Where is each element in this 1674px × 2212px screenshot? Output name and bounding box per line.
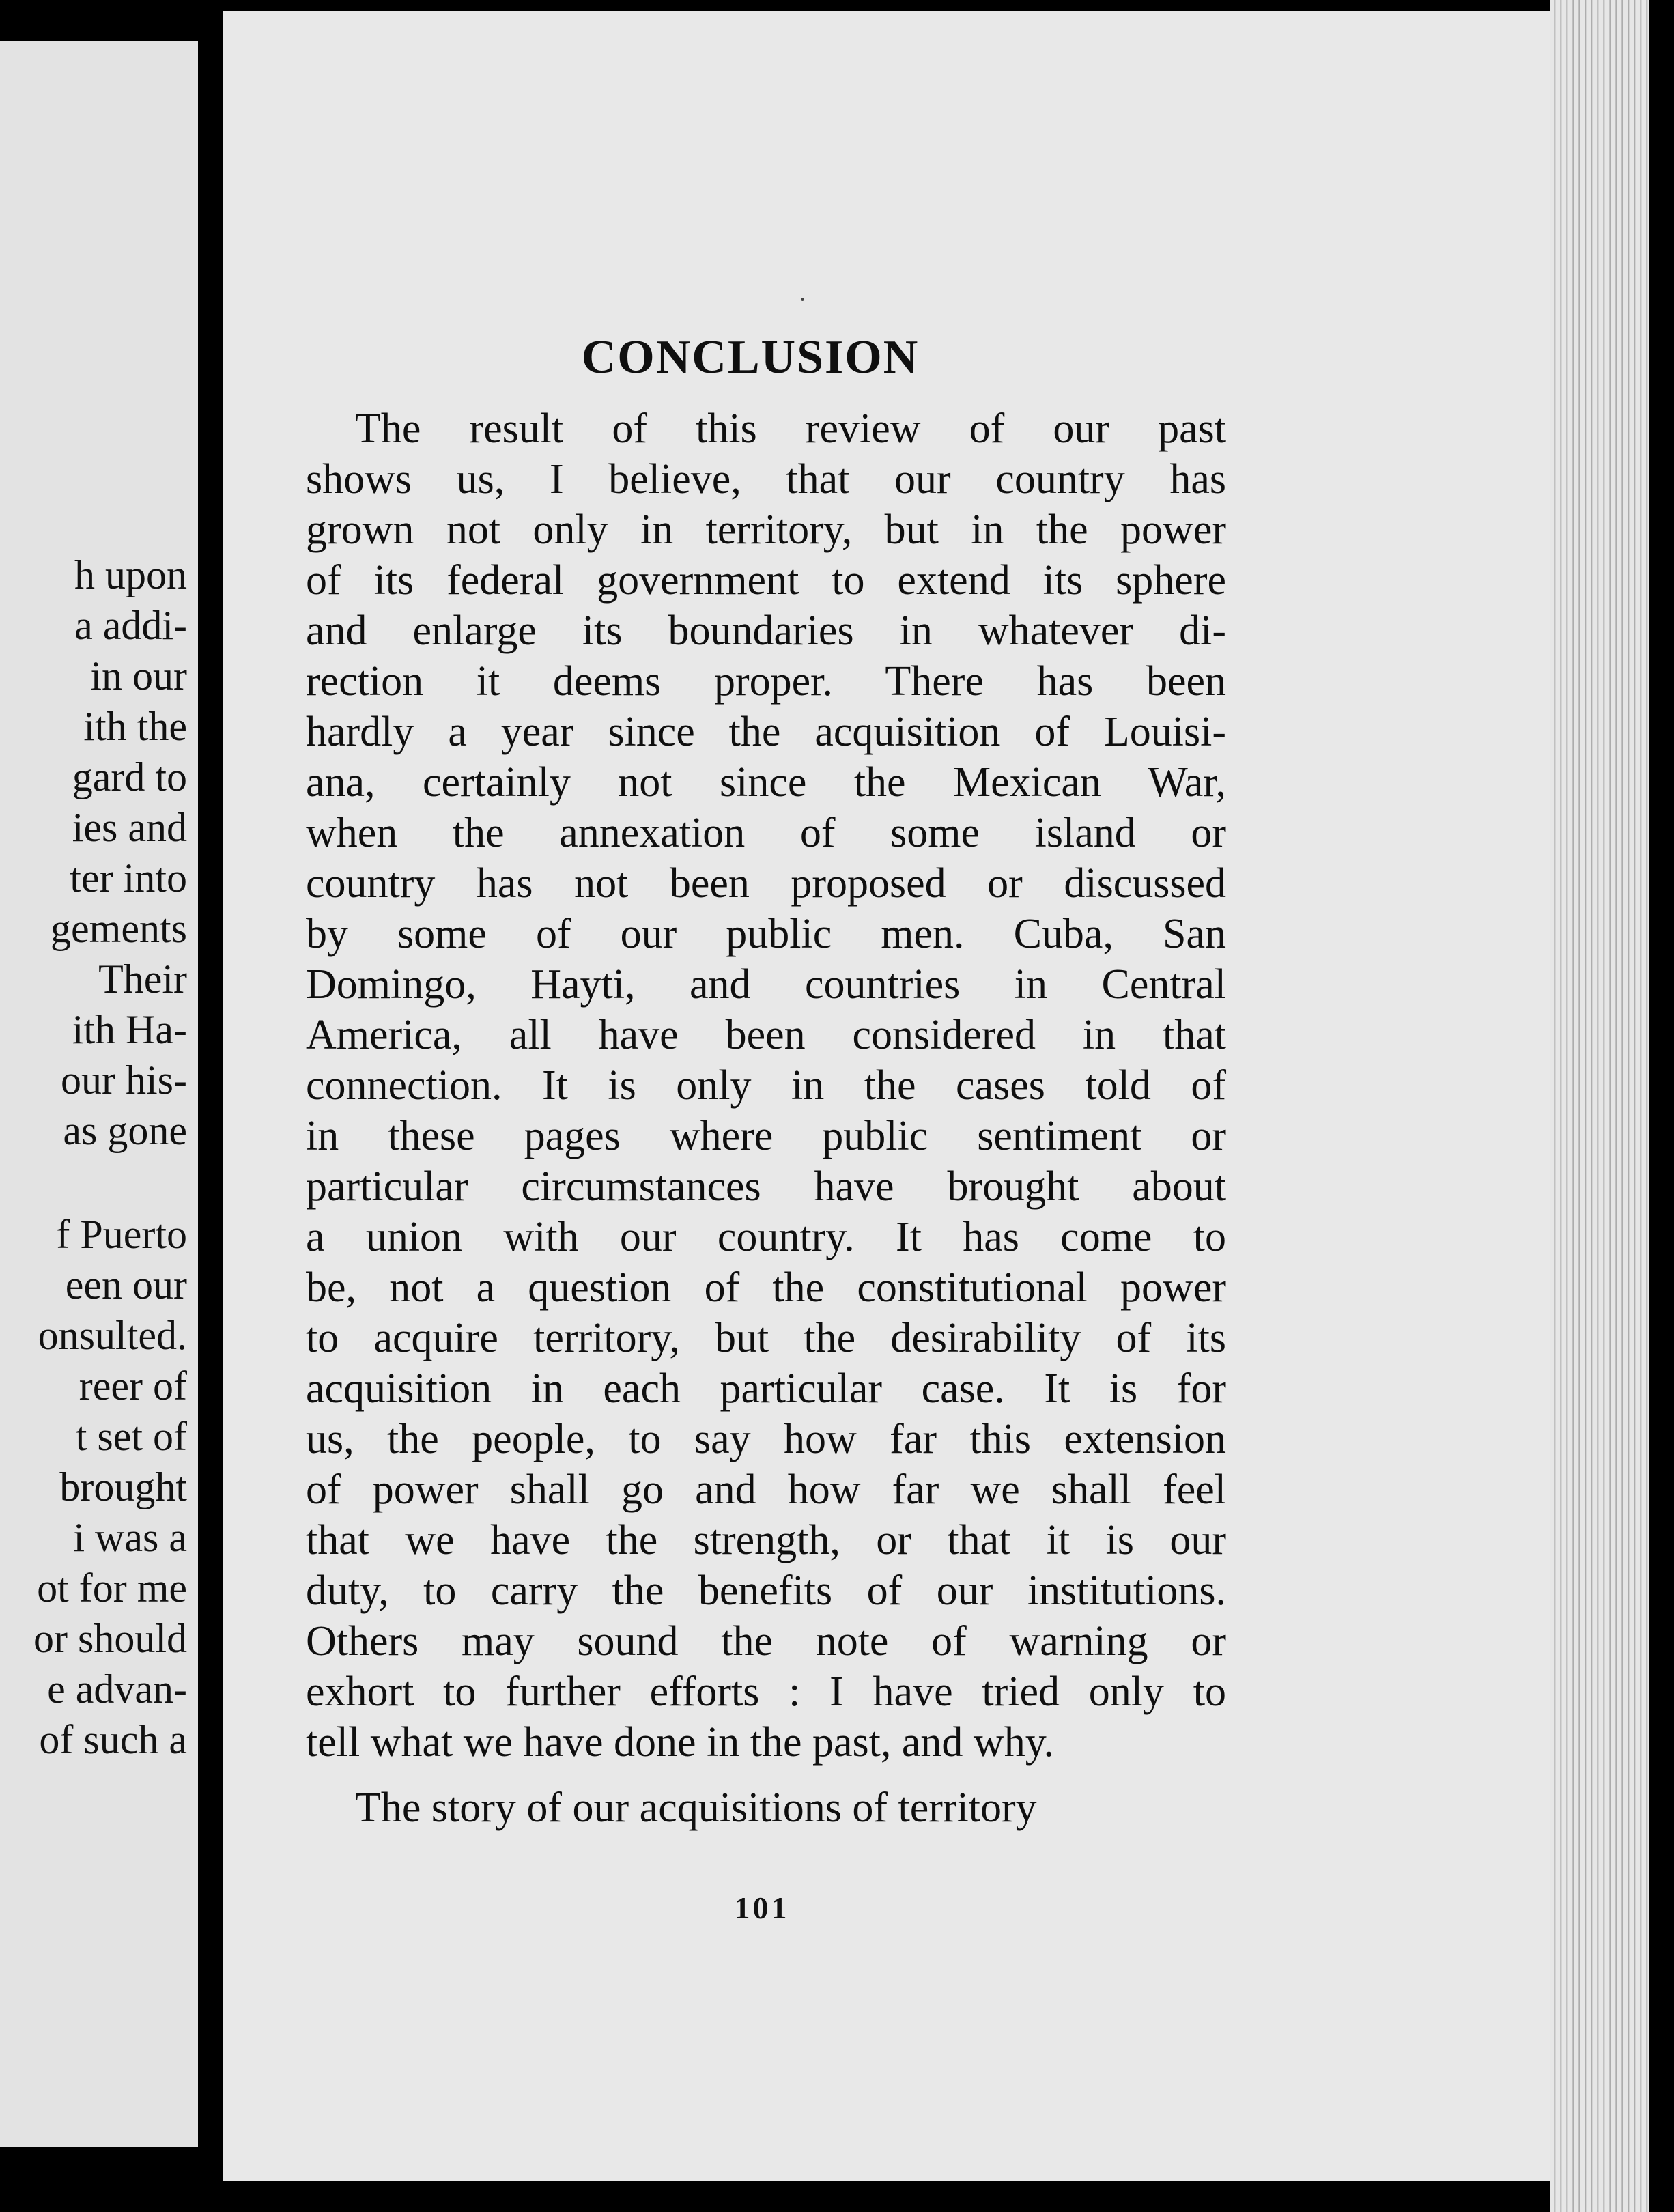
body-text-line: in these pages where public sentiment or <box>306 1113 1226 1159</box>
left-page-line: as gone <box>63 1108 187 1153</box>
left-page-line: t set of <box>75 1414 187 1459</box>
body-text-line: duty, to carry the benefits of our institutions. <box>306 1568 1226 1614</box>
body-text-line: grown not only in territory, but in the power <box>306 507 1226 553</box>
page-number: 101 <box>734 1890 790 1925</box>
body-text-line: that we have the strength, or that it is our <box>306 1517 1226 1563</box>
scan-border <box>1649 0 1674 2212</box>
body-text-line: hardly a year since the acquisition of Louisi- <box>306 709 1226 755</box>
body-text-line: to acquire territory, but the desirability of its <box>306 1315 1226 1361</box>
body-text-line: a union with our country. It has come to <box>306 1214 1226 1260</box>
body-text-line: The story of our acquisitions of territory <box>355 1785 1037 1831</box>
body-text-line: rection it deems proper. There has been <box>306 658 1226 705</box>
body-text-line: connection. It is only in the cases told of <box>306 1062 1226 1109</box>
body-text-line: country has not been proposed or discussed <box>306 860 1226 907</box>
chapter-heading: CONCLUSION <box>581 331 920 384</box>
left-page-line: in our <box>90 653 187 698</box>
left-page-line: of such a <box>39 1717 187 1762</box>
left-page-line: h upon <box>74 552 187 597</box>
left-page-line: ies and <box>72 805 187 850</box>
body-text-line: America, all have been considered in that <box>306 1012 1226 1058</box>
left-page-line: a addi- <box>74 603 187 648</box>
body-text-line: shows us, I believe, that our country has <box>306 456 1226 502</box>
left-page-line: een our <box>65 1262 187 1307</box>
body-text-line: Domingo, Hayti, and countries in Central <box>306 961 1226 1008</box>
body-text-line: when the annexation of some island or <box>306 810 1226 856</box>
body-text-line: and enlarge its boundaries in whatever di- <box>306 608 1226 654</box>
left-page-line: e advan- <box>47 1667 187 1712</box>
left-page-line: ot for me <box>37 1565 187 1611</box>
body-text-line: by some of our public men. Cuba, San <box>306 911 1226 957</box>
body-text-line: tell what we have done in the past, and why. <box>306 1719 1055 1766</box>
left-page-line: our his- <box>61 1058 187 1103</box>
body-text-line: of its federal government to extend its sphere <box>306 557 1226 604</box>
left-page-line: f Puerto <box>56 1212 187 1257</box>
left-page-line: ith the <box>83 704 187 749</box>
left-page-line: or should <box>33 1616 187 1661</box>
left-page-line: ter into <box>70 855 187 901</box>
left-page-line: gements <box>51 906 187 951</box>
left-page-line: i was a <box>73 1515 187 1560</box>
body-text-line: Others may sound the note of warning or <box>306 1618 1226 1664</box>
ink-speck <box>801 298 804 301</box>
left-page-line: onsulted. <box>38 1313 187 1358</box>
body-text-line: The result of this review of our past <box>355 406 1226 452</box>
body-text-line: acquisition in each particular case. It is for <box>306 1365 1226 1412</box>
left-page-line: Their <box>98 956 187 1002</box>
left-page-line: ith Ha- <box>72 1007 187 1052</box>
body-text-line: ana, certainly not since the Mexican War, <box>306 759 1226 806</box>
body-text-line: particular circumstances have brought about <box>306 1163 1226 1210</box>
body-text-line: exhort to further efforts : I have tried only to <box>306 1669 1226 1715</box>
left-page-line: gard to <box>72 754 187 799</box>
page-edge-stack <box>1550 0 1652 2212</box>
left-page-line: brought <box>59 1464 187 1509</box>
body-text-line: us, the people, to say how far this extension <box>306 1416 1226 1462</box>
body-text-line: of power shall go and how far we shall feel <box>306 1466 1226 1513</box>
left-page-line: reer of <box>79 1363 187 1408</box>
body-text-line: be, not a question of the constitutional power <box>306 1264 1226 1311</box>
